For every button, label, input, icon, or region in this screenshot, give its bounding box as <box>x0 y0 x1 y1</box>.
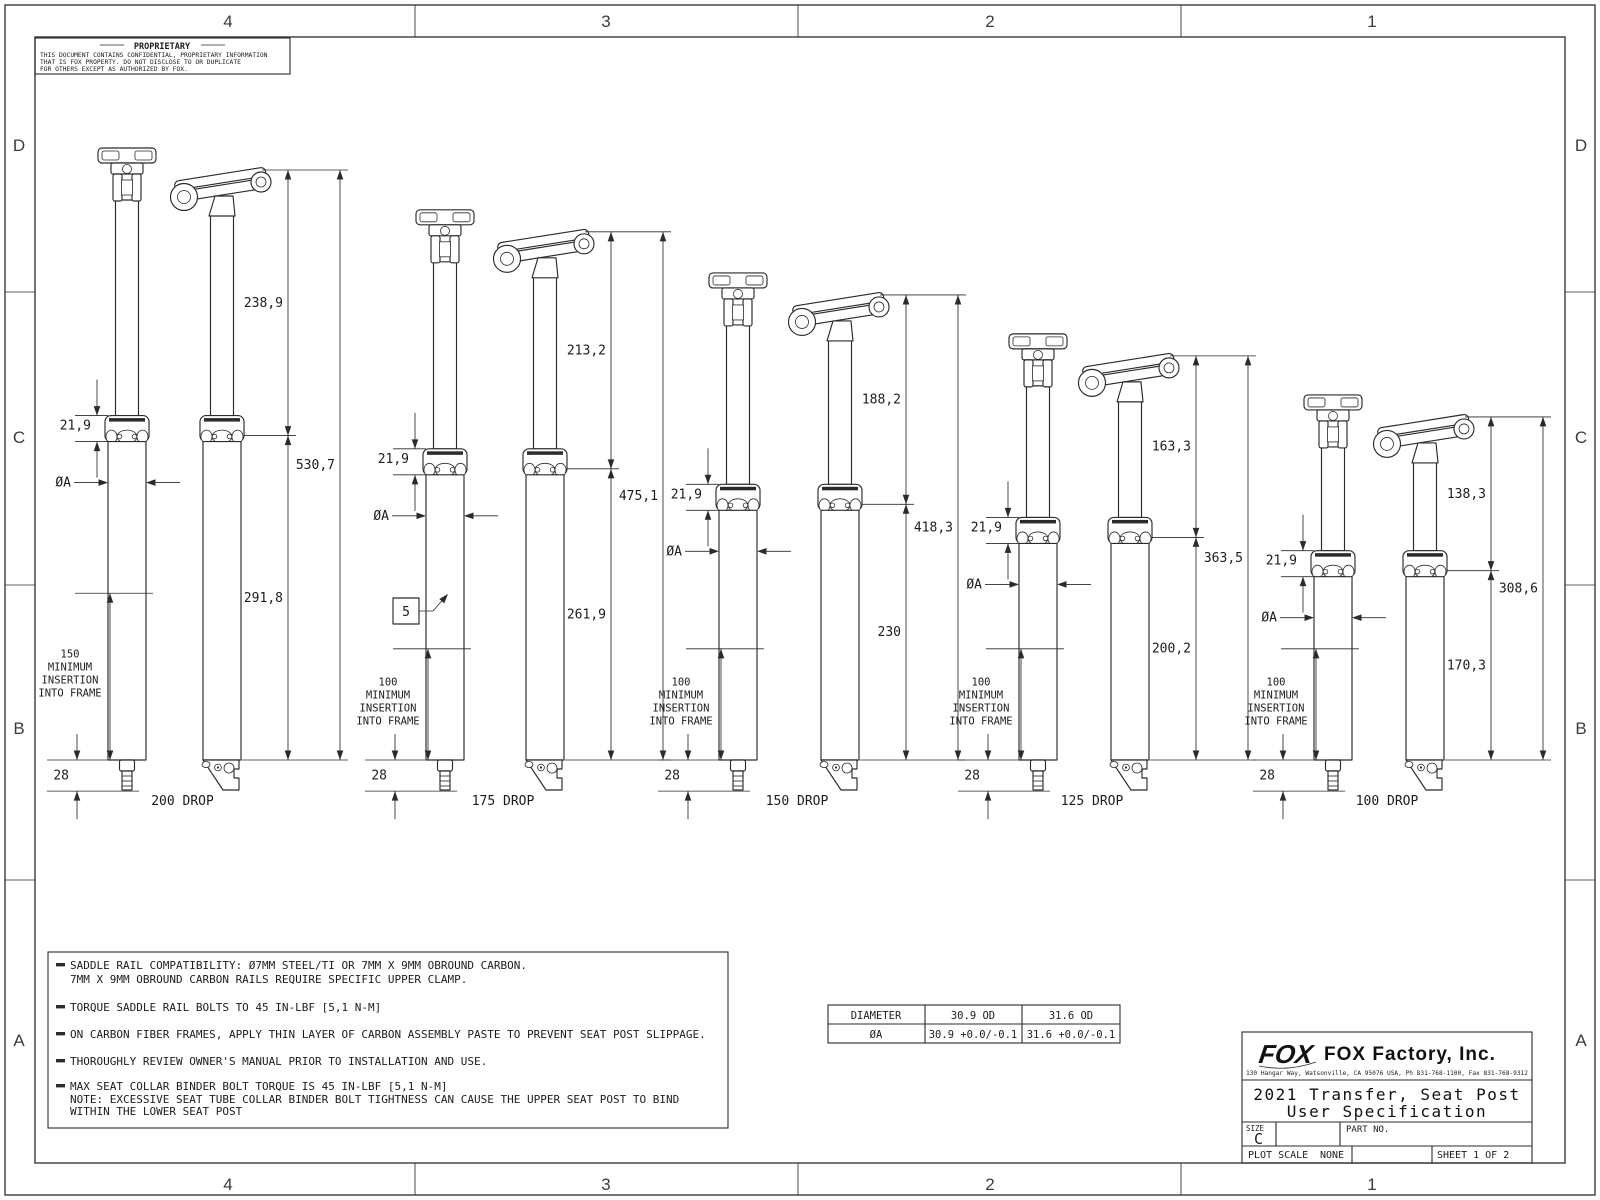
dim-arrowhead <box>285 426 292 436</box>
insertion-note-line: MINIMUM <box>958 689 1004 702</box>
dim-arrowhead <box>1280 791 1287 801</box>
zone-label-top: 1 <box>1367 12 1377 31</box>
insertion-note-line: 100 <box>1266 676 1286 689</box>
seat-post-group <box>38 148 348 819</box>
clamp-prong <box>431 236 440 263</box>
table-header-cell: 30.9 OD <box>950 1010 996 1022</box>
upper-tube-front <box>1027 386 1050 518</box>
upper-tube-side <box>829 339 852 484</box>
dim-arrowhead <box>660 232 667 242</box>
clamp-spacer <box>440 242 451 257</box>
clamp-detail <box>135 151 152 160</box>
zone-label-right: D <box>1574 136 1588 155</box>
dim-arrowhead <box>337 751 344 761</box>
rail-ring-right-inner <box>1164 363 1174 373</box>
lower-tube-side <box>821 510 859 760</box>
proprietary-line: THIS DOCUMENT CONTAINS CONFIDENTIAL, PROPRIETARY INFORMATION <box>40 52 268 59</box>
seat-post-group <box>649 273 966 819</box>
collar-rib-dot <box>1135 536 1140 541</box>
dim-arrowhead <box>985 751 992 761</box>
dim-arrowhead <box>1193 751 1200 761</box>
zone-label-bottom: 2 <box>985 1175 995 1194</box>
dim-arrowhead <box>903 751 910 761</box>
guide-barrel <box>1427 763 1437 773</box>
guide-nose <box>202 762 210 768</box>
lower-length-dim: 291,8 <box>243 590 283 606</box>
plot-scale-value: NONE <box>1320 1150 1345 1161</box>
upper-tube-side <box>1414 461 1437 551</box>
actuator-front <box>731 760 746 771</box>
drop-label: 150 DROP <box>765 794 829 809</box>
rail-ring-right-inner <box>579 239 589 249</box>
drop-label: 175 DROP <box>471 794 535 809</box>
clamp-neck-side <box>532 258 558 278</box>
guide-pivot-dot <box>1420 766 1422 768</box>
seat-post-group <box>356 210 671 819</box>
zone-label-top: 4 <box>223 12 233 31</box>
guide-pivot-dot <box>1125 766 1127 768</box>
clamp-neck-side <box>1117 382 1143 402</box>
upper-length-dim: 138,3 <box>1446 486 1486 502</box>
upper-tube-front <box>434 262 457 449</box>
dim-arrowhead <box>705 510 712 520</box>
bottom-stack-dim: 28 <box>371 768 387 784</box>
collar-seal-band <box>527 451 563 455</box>
note-bullet <box>56 1032 65 1035</box>
collar-seal-band <box>1020 520 1056 524</box>
dim-arrowhead <box>660 751 667 761</box>
clamp-neck-side <box>1412 443 1438 463</box>
dim-arrowhead <box>685 791 692 801</box>
clamp-spacer <box>1033 366 1044 381</box>
clamp-bolt <box>734 289 743 298</box>
plot-scale-label: PLOT SCALE <box>1248 1150 1309 1161</box>
dim-arrowhead <box>417 513 427 520</box>
table-cell: 31.6 +0.0/-0.1 <box>1026 1029 1116 1041</box>
clamp-prong <box>113 174 122 201</box>
upper-tube-side <box>534 276 557 449</box>
dim-arrowhead <box>1305 614 1315 621</box>
part-no-label: PART NO. <box>1346 1125 1390 1135</box>
clamp-spacer <box>733 305 744 320</box>
clamp-bolt <box>441 226 450 235</box>
collar-seal-band <box>822 487 858 491</box>
note-bullet <box>56 1005 65 1008</box>
upper-length-dim: 213,2 <box>566 343 606 359</box>
table-cell: 30.9 +0.0/-0.1 <box>928 1029 1018 1041</box>
zone-label-left: D <box>12 136 26 155</box>
rail-ring-right-inner <box>256 177 266 187</box>
actuator-front <box>438 760 453 771</box>
zone-label-top: 3 <box>601 12 611 31</box>
collar-rib-dot <box>1323 569 1328 574</box>
lower-tube-side <box>1111 543 1149 760</box>
guide-pivot-dot <box>217 766 219 768</box>
insertion-note-line: 100 <box>378 676 398 689</box>
lower-tube-side <box>1406 577 1444 760</box>
collar-seal-band <box>720 487 756 491</box>
guide-nose <box>1110 762 1118 768</box>
clamp-detail <box>1341 398 1358 407</box>
clamp-detail <box>102 151 119 160</box>
insertion-note-line: MINIMUM <box>365 689 411 702</box>
collar-height-dim: 21,9 <box>1265 553 1297 569</box>
guide-nose <box>525 762 533 768</box>
clamp-detail <box>1046 337 1063 346</box>
proprietary-notice <box>35 38 290 74</box>
note-line: MAX SEAT COLLAR BINDER BOLT TORQUE IS 45 IN-LBF [5,1 N-M] <box>70 1080 448 1093</box>
clamp-neck-side <box>209 196 235 216</box>
insertion-note-line: INSERTION <box>41 674 99 687</box>
dim-arrowhead <box>1193 537 1200 547</box>
dim-arrowhead <box>392 791 399 801</box>
guide-barrel <box>1132 763 1142 773</box>
insertion-note-line: 100 <box>671 676 691 689</box>
insertion-note-line: INTO FRAME <box>949 715 1013 728</box>
dim-arrowhead <box>94 406 101 416</box>
dim-arrowhead <box>99 479 109 486</box>
note-line: TORQUE SADDLE RAIL BOLTS TO 45 IN-LBF [5,1 N-M] <box>70 1001 382 1014</box>
collar-rib-dot <box>435 468 440 473</box>
clamp-detail <box>420 213 437 222</box>
seat-post-group <box>1244 395 1551 819</box>
lower-tube-front <box>1314 577 1352 760</box>
proprietary-title: PROPRIETARY <box>133 42 191 52</box>
dim-arrowhead <box>757 548 767 555</box>
title-block <box>1242 1032 1532 1163</box>
clamp-prong <box>450 236 459 263</box>
clamp-bolt <box>123 165 132 174</box>
dim-arrowhead <box>1488 561 1495 571</box>
note-line: 7MM X 9MM OBROUND CARBON RAILS REQUIRE SPECIFIC UPPER CLAMP. <box>70 973 468 986</box>
dim-arrowhead <box>1300 577 1307 587</box>
note-bullet <box>56 963 65 966</box>
zone-label-left: B <box>13 719 25 738</box>
dim-arrowhead <box>1005 543 1012 553</box>
zone-label-bottom: 1 <box>1367 1175 1377 1194</box>
guide-nose <box>820 762 828 768</box>
rail-ring-left-inner <box>501 252 514 265</box>
dim-arrowhead <box>903 295 910 305</box>
dim-arrowhead <box>1488 571 1495 581</box>
dim-arrowhead <box>955 751 962 761</box>
dim-arrowhead <box>1057 581 1067 588</box>
collar-rib-dot <box>845 503 850 508</box>
bottom-stack-dim: 28 <box>1259 768 1275 784</box>
collar-rib-dot <box>830 503 835 508</box>
note-bullet <box>56 1059 65 1062</box>
table-header-cell: 31.6 OD <box>1048 1010 1094 1022</box>
dim-arrowhead <box>608 469 615 479</box>
fox-logo <box>1257 1039 1316 1069</box>
insertion-note-line: MINIMUM <box>47 661 93 674</box>
dim-arrowhead <box>337 170 344 180</box>
collar-height-dim: 21,9 <box>377 451 409 467</box>
dim-arrowhead <box>1540 751 1547 761</box>
overall-length-dim: 418,3 <box>913 520 953 536</box>
dim-arrowhead <box>1352 614 1362 621</box>
dim-arrowhead <box>1193 528 1200 538</box>
rail-ring-left-inner <box>1381 437 1394 450</box>
upper-length-dim: 163,3 <box>1151 439 1191 455</box>
bottom-stack-dim: 28 <box>664 768 680 784</box>
collar-rib-dot <box>1430 569 1435 574</box>
size-value: C <box>1254 1130 1264 1148</box>
company-address: 130 Hangar Way, Watsonville, CA 95076 USA, Ph 831-768-1100, Fax 831-768-9312 <box>1246 1069 1529 1077</box>
collar-seal-band <box>1407 553 1443 557</box>
actuator-front <box>1031 760 1046 771</box>
collar-rib-dot <box>132 434 137 439</box>
lower-tube-side <box>526 475 564 760</box>
insertion-note-line: INTO FRAME <box>356 715 420 728</box>
drop-label: 125 DROP <box>1060 794 1124 809</box>
collar-rib-dot <box>227 434 232 439</box>
collar-height-dim: 21,9 <box>59 418 91 434</box>
actuator-front <box>120 760 135 771</box>
rail-ring-right-inner <box>874 302 884 312</box>
clamp-prong <box>743 299 752 326</box>
lower-tube-front <box>1019 543 1057 760</box>
insertion-note-line: INTO FRAME <box>649 715 713 728</box>
upper-tube-front <box>116 200 139 416</box>
dim-arrowhead <box>392 751 399 761</box>
fox-logo-text: FOX <box>1257 1039 1315 1069</box>
collar-rib-dot <box>728 503 733 508</box>
collar-rib-dot <box>1415 569 1420 574</box>
guide-pivot-dot <box>540 766 542 768</box>
zone-label-bottom: 3 <box>601 1175 611 1194</box>
upper-length-dim: 238,9 <box>243 295 283 311</box>
insertion-note-line: 150 <box>60 648 80 661</box>
zone-label-right: B <box>1575 719 1587 738</box>
overall-length-dim: 363,5 <box>1203 550 1243 566</box>
actuator-stack-front <box>440 771 450 790</box>
actuator-stack-front <box>1033 771 1043 790</box>
clamp-prong <box>1319 421 1328 448</box>
upper-tube-side <box>211 214 234 416</box>
dim-arrowhead <box>412 475 419 485</box>
dim-arrowhead <box>412 439 419 449</box>
collar-rib-dot <box>1120 536 1125 541</box>
diameter-dim: ØA <box>55 475 71 491</box>
dim-arrowhead <box>146 479 156 486</box>
insertion-note-line: INTO FRAME <box>1244 715 1308 728</box>
proprietary-line: THAT IS FOX PROPERTY. DO NOT DISCLOSE TO OR DUPLICATE <box>40 59 241 66</box>
guide-barrel <box>842 763 852 773</box>
collar-seal-band <box>204 418 240 422</box>
seat-post-group <box>949 334 1256 819</box>
note-bullet <box>56 1084 65 1087</box>
lower-length-dim: 200,2 <box>1151 641 1191 657</box>
dim-arrowhead <box>903 495 910 505</box>
lower-length-dim: 230 <box>877 625 901 641</box>
collar-seal-band <box>1315 553 1351 557</box>
insertion-note-line: MINIMUM <box>1253 689 1299 702</box>
dim-arrowhead <box>608 459 615 469</box>
lower-length-dim: 170,3 <box>1446 658 1486 674</box>
collar-seal-band <box>109 418 145 422</box>
drop-label: 200 DROP <box>151 794 214 809</box>
dim-arrowhead <box>608 232 615 242</box>
insertion-note-line: INSERTION <box>1247 702 1305 715</box>
guide-pivot-dot <box>835 766 837 768</box>
dim-arrowhead <box>705 475 712 485</box>
collar-rib-dot <box>743 503 748 508</box>
rail-ring-left-inner <box>796 315 809 328</box>
note-line: WITHIN THE LOWER SEAT POST <box>70 1105 243 1118</box>
dim-arrowhead <box>1010 581 1020 588</box>
lower-tube-front <box>108 442 146 760</box>
clamp-prong <box>724 299 733 326</box>
dim-arrowhead <box>74 791 81 801</box>
table-header-cell: DIAMETER <box>850 1010 902 1022</box>
clamp-neck-side <box>827 321 853 341</box>
clamp-prong <box>132 174 141 201</box>
size-label: SIZE <box>1246 1124 1265 1133</box>
clamp-prong <box>1024 360 1033 387</box>
insertion-note-line: 100 <box>971 676 991 689</box>
drawing-title-line2: User Specification <box>1286 1102 1488 1121</box>
overall-length-dim: 308,6 <box>1498 581 1538 597</box>
upper-tube-front <box>727 325 750 484</box>
clamp-detail <box>453 213 470 222</box>
diameter-table <box>828 1005 1120 1043</box>
company-name: FOX Factory, Inc. <box>1324 1044 1496 1065</box>
diameter-dim: ØA <box>666 544 682 560</box>
lower-tube-side <box>203 442 241 760</box>
clamp-bolt <box>1329 411 1338 420</box>
clamp-bolt <box>1034 350 1043 359</box>
dim-arrowhead <box>1488 751 1495 761</box>
dim-arrowhead <box>1488 417 1495 427</box>
lower-tube-front <box>719 510 757 760</box>
rail-ring-right-inner <box>1459 424 1469 434</box>
collar-height-dim: 21,9 <box>670 487 702 503</box>
note-line: NOTE: EXCESSIVE SEAT TUBE COLLAR BINDER BOLT TIGHTNESS CAN CAUSE THE UPPER SEAT POST TO BIND <box>70 1093 680 1106</box>
dim-arrowhead <box>1280 751 1287 761</box>
notes-block <box>48 952 728 1128</box>
guide-nose <box>1405 762 1413 768</box>
dim-arrowhead <box>94 442 101 452</box>
drawing-title-line1: 2021 Transfer, Seat Post <box>1253 1085 1521 1104</box>
rail-ring-left-inner <box>1086 376 1099 389</box>
zone-label-top: 2 <box>985 12 995 31</box>
dim-arrowhead <box>903 504 910 514</box>
bottom-stack-dim: 28 <box>964 768 980 784</box>
dim-arrowhead <box>464 513 474 520</box>
balloon-label: 5 <box>402 605 410 620</box>
upper-length-dim: 188,2 <box>861 392 901 408</box>
clamp-detail <box>713 276 730 285</box>
insertion-note-line: INTO FRAME <box>38 687 102 700</box>
dim-arrowhead <box>985 791 992 801</box>
proprietary-line: FOR OTHERS EXCEPT AS AUTHORIZED BY FOX. <box>40 66 188 73</box>
clamp-detail <box>746 276 763 285</box>
insertion-note-line: INSERTION <box>652 702 710 715</box>
collar-seal-band <box>1112 520 1148 524</box>
collar-rib-dot <box>535 468 540 473</box>
note-line: ON CARBON FIBER FRAMES, APPLY THIN LAYER OF CARBON ASSEMBLY PASTE TO PREVENT SEAT POST SLIPPAGE. <box>70 1028 706 1041</box>
actuator-stack-front <box>1328 771 1338 790</box>
zone-label-left: A <box>13 1031 25 1050</box>
bottom-stack-dim: 28 <box>53 768 69 784</box>
actuator-stack-front <box>733 771 743 790</box>
zone-label-bottom: 4 <box>223 1175 233 1194</box>
actuator-front <box>1326 760 1341 771</box>
sheet-number: SHEET 1 OF 2 <box>1437 1150 1510 1161</box>
insertion-note-line: INSERTION <box>952 702 1010 715</box>
diameter-dim: ØA <box>373 508 389 524</box>
dim-arrowhead <box>74 751 81 761</box>
dim-arrowhead <box>608 751 615 761</box>
clamp-detail <box>1308 398 1325 407</box>
rail-ring-left-inner <box>178 191 191 204</box>
clamp-spacer <box>122 180 133 195</box>
diameter-dim: ØA <box>1261 610 1277 626</box>
note-line: SADDLE RAIL COMPATIBILITY: Ø7MM STEEL/TI OR 7MM X 9MM OBROUND CARBON. <box>70 959 527 972</box>
collar-rib-dot <box>450 468 455 473</box>
note-line: THOROUGHLY REVIEW OWNER'S MANUAL PRIOR TO INSTALLATION AND USE. <box>70 1055 488 1068</box>
collar-rib-dot <box>550 468 555 473</box>
diameter-dim: ØA <box>966 577 982 593</box>
seat-post-views <box>38 148 1551 819</box>
dim-arrowhead <box>1245 751 1252 761</box>
lower-tube-front <box>426 475 464 760</box>
clamp-prong <box>1338 421 1347 448</box>
table-cell: ØA <box>869 1029 883 1041</box>
guide-barrel <box>224 763 234 773</box>
zone-label-right: A <box>1575 1031 1587 1050</box>
collar-rib-dot <box>117 434 122 439</box>
overall-length-dim: 530,7 <box>295 458 335 473</box>
dim-arrowhead <box>285 170 292 180</box>
dim-arrowhead <box>1245 356 1252 366</box>
overall-length-dim: 475,1 <box>618 488 658 504</box>
collar-rib-dot <box>212 434 217 439</box>
insertion-note-line: MINIMUM <box>658 689 704 702</box>
drop-label: 100 DROP <box>1355 794 1419 809</box>
insertion-note-line: INSERTION <box>359 702 417 715</box>
actuator-stack-front <box>122 771 132 790</box>
zone-label-right: C <box>1574 428 1588 447</box>
collar-rib-dot <box>1043 536 1048 541</box>
guide-barrel <box>547 763 557 773</box>
dim-arrowhead <box>1540 417 1547 427</box>
clamp-prong <box>1043 360 1052 387</box>
dim-arrowhead <box>1300 541 1307 551</box>
clamp-spacer <box>1328 427 1339 442</box>
dim-arrowhead <box>285 436 292 446</box>
dim-arrowhead <box>1193 356 1200 366</box>
collar-height-dim: 21,9 <box>970 520 1002 536</box>
upper-tube-front <box>1322 447 1345 551</box>
collar-rib-dot <box>1028 536 1033 541</box>
dim-arrowhead <box>710 548 720 555</box>
upper-tube-side <box>1119 400 1142 518</box>
lower-length-dim: 261,9 <box>566 607 606 623</box>
collar-seal-band <box>427 451 463 455</box>
dim-arrowhead <box>685 751 692 761</box>
collar-rib-dot <box>1338 569 1343 574</box>
dim-arrowhead <box>955 295 962 305</box>
dim-arrowhead <box>1005 508 1012 518</box>
zone-label-left: C <box>12 428 26 447</box>
dim-arrowhead <box>285 751 292 761</box>
clamp-detail <box>1013 337 1030 346</box>
